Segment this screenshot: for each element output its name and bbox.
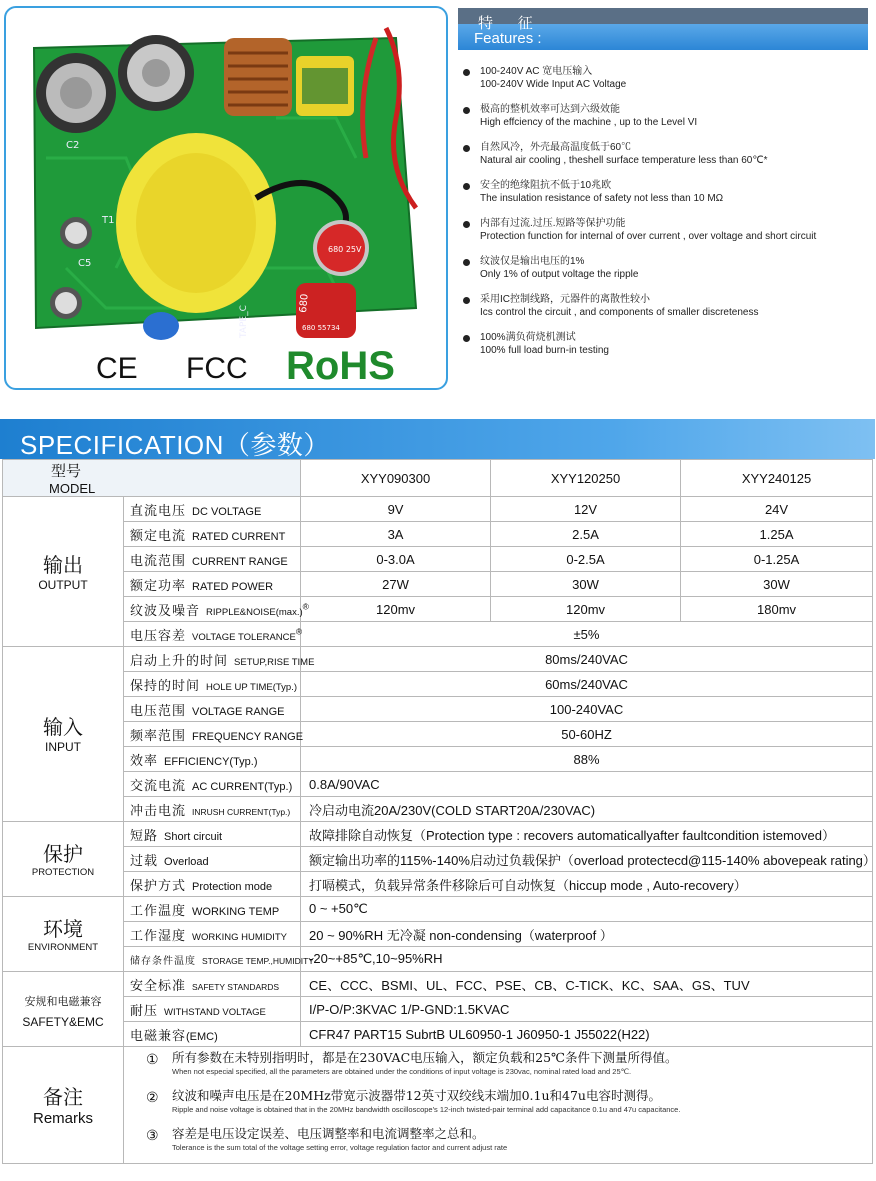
cell-value: 50-60HZ <box>301 722 873 747</box>
row-label: 频率范围 FREQUENCY RANGE <box>124 722 301 747</box>
feature-item: 自然风冷，外壳最高温度低于60℃ Natural air cooling , theshell surface temperature less than 60℃* <box>458 142 873 180</box>
table-row <box>3 697 873 722</box>
row-label: 短路 Short circuit <box>124 822 301 847</box>
rohs-mark: RoHS <box>286 344 395 388</box>
feature-item: 纹波仅是输出电压的1% Only 1% of output voltage the ripple <box>458 256 873 294</box>
row-label: 安全标准 SAFETY STANDARDS <box>124 972 301 997</box>
cell-value: 故障排除自动恢复（Protection type : recovers automaticallyafter faultcondition istemoved） <box>301 822 873 847</box>
table-row <box>3 972 873 997</box>
bullet-icon <box>463 335 470 342</box>
cell-value: 冷启动电流20A/230V(COLD START20A/230VAC) <box>301 797 873 822</box>
row-label: 额定功率 RATED POWER <box>124 572 301 597</box>
cell-value: 60ms/240VAC <box>301 672 873 697</box>
table-row <box>3 522 873 547</box>
row-label: 储存条件温度 STORAGE TEMP.,HUMIDITY <box>124 947 301 972</box>
table-row <box>3 497 873 522</box>
cell-value: 9V <box>301 497 491 522</box>
category-input: 输入 INPUT <box>3 647 124 822</box>
feature-item: 极高的整机效率可达到六级效能 High effciency of the machine , up to the Level VI <box>458 104 873 142</box>
features-title-en: Features : <box>474 30 542 47</box>
fcc-mark: FCC <box>186 352 248 385</box>
table-row <box>3 597 873 622</box>
cell-value: 30W <box>681 572 873 597</box>
feature-item: 采用IC控制线路，元器件的离散性较小 Ics control the circuit , and components of smaller discreteness <box>458 294 873 332</box>
table-row <box>3 872 873 897</box>
table-row <box>3 822 873 847</box>
category-output: 输出 OUTPUT <box>3 497 124 647</box>
table-row <box>3 622 873 647</box>
cell-value: 3A <box>301 522 491 547</box>
table-row <box>3 947 873 972</box>
cell-value: 24V <box>681 497 873 522</box>
row-label: 电压容差 VOLTAGE TOLERANCE® <box>124 622 301 647</box>
row-label: 纹波及噪音 RIPPLE&NOISE(max.)® <box>124 597 301 622</box>
features-header <box>458 8 868 48</box>
row-label: 冲击电流 INRUSH CURRENT(Typ.) <box>124 797 301 822</box>
cell-value: 180mv <box>681 597 873 622</box>
row-label: 额定电流 RATED CURRENT <box>124 522 301 547</box>
pcb-cap-marking-2: 680 55734 <box>302 324 340 332</box>
category-environment: 环境 ENVIRONMENT <box>3 897 124 972</box>
table-row <box>3 1022 873 1047</box>
category-protection: 保护 PROTECTION <box>3 822 124 897</box>
table-row <box>3 672 873 697</box>
pcb-cap-marking-1: 680 25V <box>328 245 362 254</box>
ce-mark: CE <box>96 352 138 385</box>
remark-item: ② 纹波和噪声电压是在20MHz带宽示波器带12英寸双绞线末端加0.1u和47u电容时测得。 Ripple and noise voltage is obtained that in the 20MHz bandwidth oscilloscope's 12-inch twisted-pair terminal add capacitance 0.1u and 47u capacitance. <box>146 1088 681 1114</box>
bullet-icon <box>463 259 470 266</box>
table-row <box>3 772 873 797</box>
svg-text:680: 680 <box>298 293 311 314</box>
category-remarks: 备注 Remarks <box>3 1047 124 1164</box>
cell-value: CE、CCC、BSMI、UL、FCC、PSE、CB、C-TICK、KC、SAA、GS、TUV <box>301 972 873 997</box>
cell-value: 0.8A/90VAC <box>301 772 873 797</box>
feature-item: 内部有过流.过压.短路等保护功能 Protection function for internal of over current , over voltage and short circuit <box>458 218 873 256</box>
model-name: XYY090300 <box>301 460 491 497</box>
model-name: XYY240125 <box>681 460 873 497</box>
cell-value: CFR47 PART15 SubrtB UL60950-1 J60950-1 J55022(H22) <box>301 1022 873 1047</box>
cell-value: 0-1.25A <box>681 547 873 572</box>
specification-header <box>0 419 875 459</box>
cell-value: 30W <box>491 572 681 597</box>
row-label: 过载 Overload <box>124 847 301 872</box>
cell-value: -20~+85℃,10~95%RH <box>301 947 873 972</box>
cell-value: 100-240VAC <box>301 697 873 722</box>
row-label: 直流电压 DC VOLTAGE <box>124 497 301 522</box>
model-name: XYY120250 <box>491 460 681 497</box>
cell-value: 12V <box>491 497 681 522</box>
features-list <box>458 66 873 370</box>
cell-value: 0-2.5A <box>491 547 681 572</box>
row-label: 启动上升的时间 SETUP,RISE TIME <box>124 647 301 672</box>
bullet-icon <box>463 107 470 114</box>
model-header: 型号 MODEL <box>3 460 301 497</box>
table-row <box>3 922 873 947</box>
row-label: 交流电流 AC CURRENT(Typ.) <box>124 772 301 797</box>
cell-value: 20 ~ 90%RH 无冷凝 non-condensing（waterproof ） <box>301 922 873 947</box>
cell-value: 0 ~ +50℃ <box>301 897 873 922</box>
cell-value: 27W <box>301 572 491 597</box>
cell-value: 额定输出功率的115%-140%启动过负载保护（overload protectecd@115-140% abovepeak rating） <box>301 847 873 872</box>
table-row <box>3 797 873 822</box>
feature-item: 100-240V AC 宽电压输入 100-240V Wide Input AC Voltage <box>458 66 873 104</box>
model-row <box>3 460 873 497</box>
pcb-label-c5: C5 <box>78 258 92 269</box>
table-row <box>3 847 873 872</box>
table-row <box>3 897 873 922</box>
remarks-content <box>124 1047 873 1164</box>
pcb-label-c2: C2 <box>66 140 80 151</box>
table-row <box>3 647 873 672</box>
row-label: 电压范围 VOLTAGE RANGE <box>124 697 301 722</box>
row-label: 工作温度 WORKING TEMP <box>124 897 301 922</box>
features-title-zh: 特 征 <box>478 14 543 32</box>
feature-item: 安全的绝缘阻抗不低于10兆欧 The insulation resistance of safety not less than 10 MΩ <box>458 180 873 218</box>
remarks-row <box>3 1047 873 1164</box>
table-row <box>3 997 873 1022</box>
cell-value: 0-3.0A <box>301 547 491 572</box>
cell-value: 打嗝模式，负载异常条件移除后可自动恢复（hiccup mode , Auto-recovery） <box>301 872 873 897</box>
cell-value: 120mv <box>491 597 681 622</box>
table-row <box>3 572 873 597</box>
row-label: 保持的时间 HOLE UP TIME(Typ.) <box>124 672 301 697</box>
bullet-icon <box>463 145 470 152</box>
cell-value: 80ms/240VAC <box>301 647 873 672</box>
row-label: 保护方式 Protection mode <box>124 872 301 897</box>
cell-value: 1.25A <box>681 522 873 547</box>
row-label: 电磁兼容(EMC) <box>124 1022 301 1047</box>
bullet-icon <box>463 69 470 76</box>
category-safety-emc: 安规和电磁兼容 SAFETY&EMC <box>3 972 124 1047</box>
feature-item: 100%满负荷烧机测试 100% full load burn-in testing <box>458 332 873 370</box>
cell-value: ±5% <box>301 622 873 647</box>
remark-item: ① 所有参数在未特别指明时，都是在230VAC电压输入，额定负载和25℃条件下测量所得值。 When not especial specified, all the parameters are obtained under the conditions of input voltage is 230vac, nominal rated load and 25℃. <box>146 1050 678 1076</box>
remark-item: ③ 容差是电压设定误差、电压调整率和电流调整率之总和。 Tolerance is the sum total of the voltage setting error, voltage regulation factor and current adjust rate <box>146 1126 508 1152</box>
row-label: 效率 EFFICIENCY(Typ.) <box>124 747 301 772</box>
cell-value: 2.5A <box>491 522 681 547</box>
specification-table <box>2 459 876 1164</box>
table-row <box>3 747 873 772</box>
cell-value: 88% <box>301 747 873 772</box>
cell-value: I/P-O/P:3KVAC 1/P-GND:1.5KVAC <box>301 997 873 1022</box>
row-label: 电流范围 CURRENT RANGE <box>124 547 301 572</box>
pcb-photo <box>6 8 446 348</box>
bullet-icon <box>463 297 470 304</box>
product-photo-panel <box>4 6 448 390</box>
table-row <box>3 547 873 572</box>
bullet-icon <box>463 221 470 228</box>
table-row <box>3 722 873 747</box>
specification-title: SPECIFICATION（参数） <box>20 430 330 460</box>
row-label: 工作湿度 WORKING HUMIDITY <box>124 922 301 947</box>
pcb-label-t1: T1 <box>102 215 115 226</box>
pcb-label-tape: TAPE_C <box>239 305 249 338</box>
cell-value: 120mv <box>301 597 491 622</box>
row-label: 耐压 WITHSTAND VOLTAGE <box>124 997 301 1022</box>
bullet-icon <box>463 183 470 190</box>
